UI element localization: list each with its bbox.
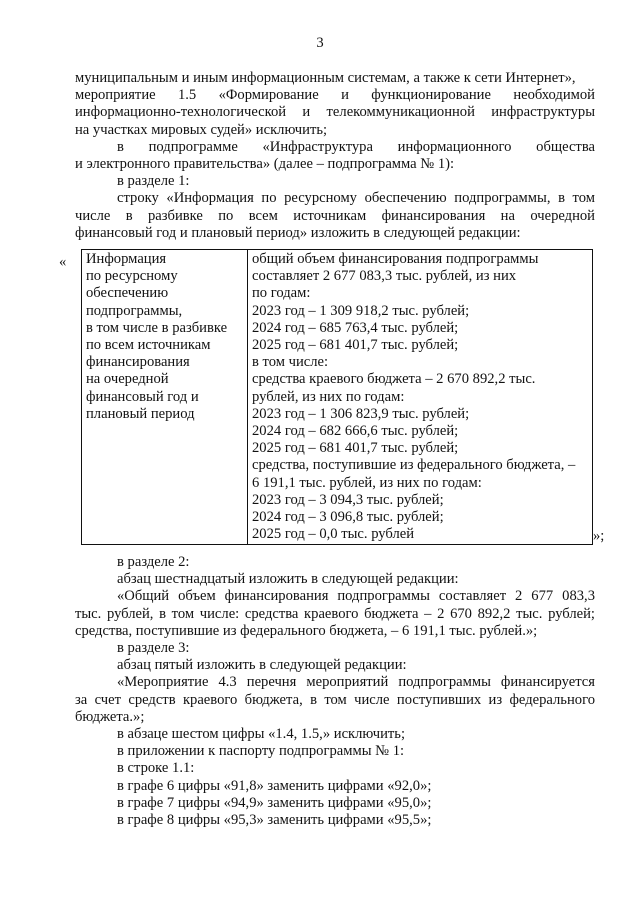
- cell-line: на очередной: [86, 371, 169, 388]
- cell-line: 2024 год – 3 096,8 тыс. рублей;: [252, 509, 444, 526]
- upper-text: [75, 70, 595, 242]
- cell-line: средства, поступившие из федерального бюджета, –: [252, 457, 576, 474]
- text-line: «Общий объем финансирования подпрограммы составляет 2 677 083,3: [117, 588, 595, 605]
- cell-line: 2024 год – 682 666,6 тыс. рублей;: [252, 423, 459, 440]
- text-line: в приложении к паспорту подпрограммы № 1:: [117, 743, 405, 760]
- text-line: строку «Информация по ресурсному обеспечению подпрограммы, в том: [117, 190, 595, 207]
- text-line: на участках мировых судей» исключить;: [75, 121, 328, 138]
- cell-line: 2023 год – 1 306 823,9 тыс. рублей;: [252, 405, 470, 422]
- cell-line: 2025 год – 0,0 тыс. рублей: [252, 526, 415, 543]
- cell-line: в том числе:: [252, 354, 329, 371]
- text-line: абзац пятый изложить в следующей редакции:: [117, 657, 407, 674]
- cell-line: 2023 год – 1 309 918,2 тыс. рублей;: [252, 302, 470, 319]
- cell-line: 2025 год – 681 401,7 тыс. рублей;: [252, 337, 459, 354]
- cell-line: обеспечению: [86, 285, 169, 302]
- cell-line: 2024 год – 685 763,4 тыс. рублей;: [252, 319, 459, 336]
- cell-line: в том числе в разбивке: [86, 319, 228, 336]
- text-line: в разделе 3:: [117, 640, 190, 657]
- cell-line: средства краевого бюджета – 2 670 892,2 тыс.: [252, 371, 536, 388]
- cell-line: 2023 год – 3 094,3 тыс. рублей;: [252, 491, 444, 508]
- cell-line: финансирования: [86, 354, 190, 371]
- text-line: числе в разбивке по всем источникам финансирования на очередной: [75, 207, 595, 224]
- cell-line: 6 191,1 тыс. рублей, из них по годам:: [252, 474, 482, 491]
- text-line: и электронного правительства» (далее – подпрограмма № 1):: [75, 156, 455, 173]
- text-line: информационно-технологической и телекоммуникационной инфраструктуры: [75, 104, 595, 121]
- text-line: в графе 8 цифры «95,3» заменить цифрами «95,5»;: [117, 812, 432, 829]
- text-line: в графе 7 цифры «94,9» заменить цифрами «95,0»;: [117, 794, 432, 811]
- text-line: муниципальным и иным информационным системам, а также к сети Интернет»,: [75, 70, 576, 86]
- text-line: мероприятие 1.5 «Формирование и функционирование необходимой: [75, 87, 595, 104]
- text-line: в разделе 1:: [117, 173, 190, 190]
- cell-line: Информация: [86, 251, 167, 267]
- cell-line: рублей, из них по годам:: [252, 388, 405, 405]
- text-line: в строке 1.1:: [117, 760, 195, 777]
- text-line: бюджета.»;: [75, 708, 145, 725]
- page-number: 3: [316, 35, 324, 51]
- cell-line: общий объем финансирования подпрограммы: [252, 251, 539, 267]
- text-line: «Мероприятие 4.3 перечня мероприятий подпрограммы финансируется: [117, 674, 595, 691]
- text-line: за счет средств краевого бюджета, в том числе поступивших из федерального: [75, 691, 595, 708]
- cell-line: составляет 2 677 083,3 тыс. рублей, из них: [252, 268, 517, 285]
- text-line: средства, поступившие из федерального бюджета, – 6 191,1 тыс. рублей.»;: [75, 622, 538, 639]
- text-line: тыс. рублей, в том числе: средства краевого бюджета – 2 670 892,2 тыс. рублей;: [75, 605, 595, 622]
- text-line: абзац шестнадцатый изложить в следующей редакции:: [117, 571, 459, 588]
- table-cell-label: [82, 250, 248, 545]
- cell-line: финансовый год и: [86, 388, 199, 405]
- text-line: в разделе 2:: [117, 554, 190, 570]
- text-line: в подпрограмме «Инфраструктура информационного общества: [117, 138, 595, 155]
- cell-line: по ресурсному: [86, 268, 178, 285]
- resource-table: [81, 249, 593, 545]
- table-cell-value: [248, 250, 593, 545]
- text-line: в абзаце шестом цифры «1.4, 1.5,» исключить;: [117, 726, 406, 743]
- text-line: в графе 6 цифры «91,8» заменить цифрами «92,0»;: [117, 777, 432, 794]
- cell-line: по всем источникам: [86, 337, 211, 354]
- cell-line: по годам:: [252, 285, 311, 302]
- text-line: финансовый год и плановый период» изложить в следующей редакции:: [75, 224, 521, 241]
- lower-text: [75, 554, 595, 829]
- quote-open: «: [59, 254, 67, 270]
- cell-line: подпрограммы,: [86, 302, 183, 319]
- table-row: [82, 250, 593, 545]
- cell-line: плановый период: [86, 405, 195, 422]
- quote-close: »;: [593, 528, 605, 544]
- cell-line: 2025 год – 681 401,7 тыс. рублей;: [252, 440, 459, 457]
